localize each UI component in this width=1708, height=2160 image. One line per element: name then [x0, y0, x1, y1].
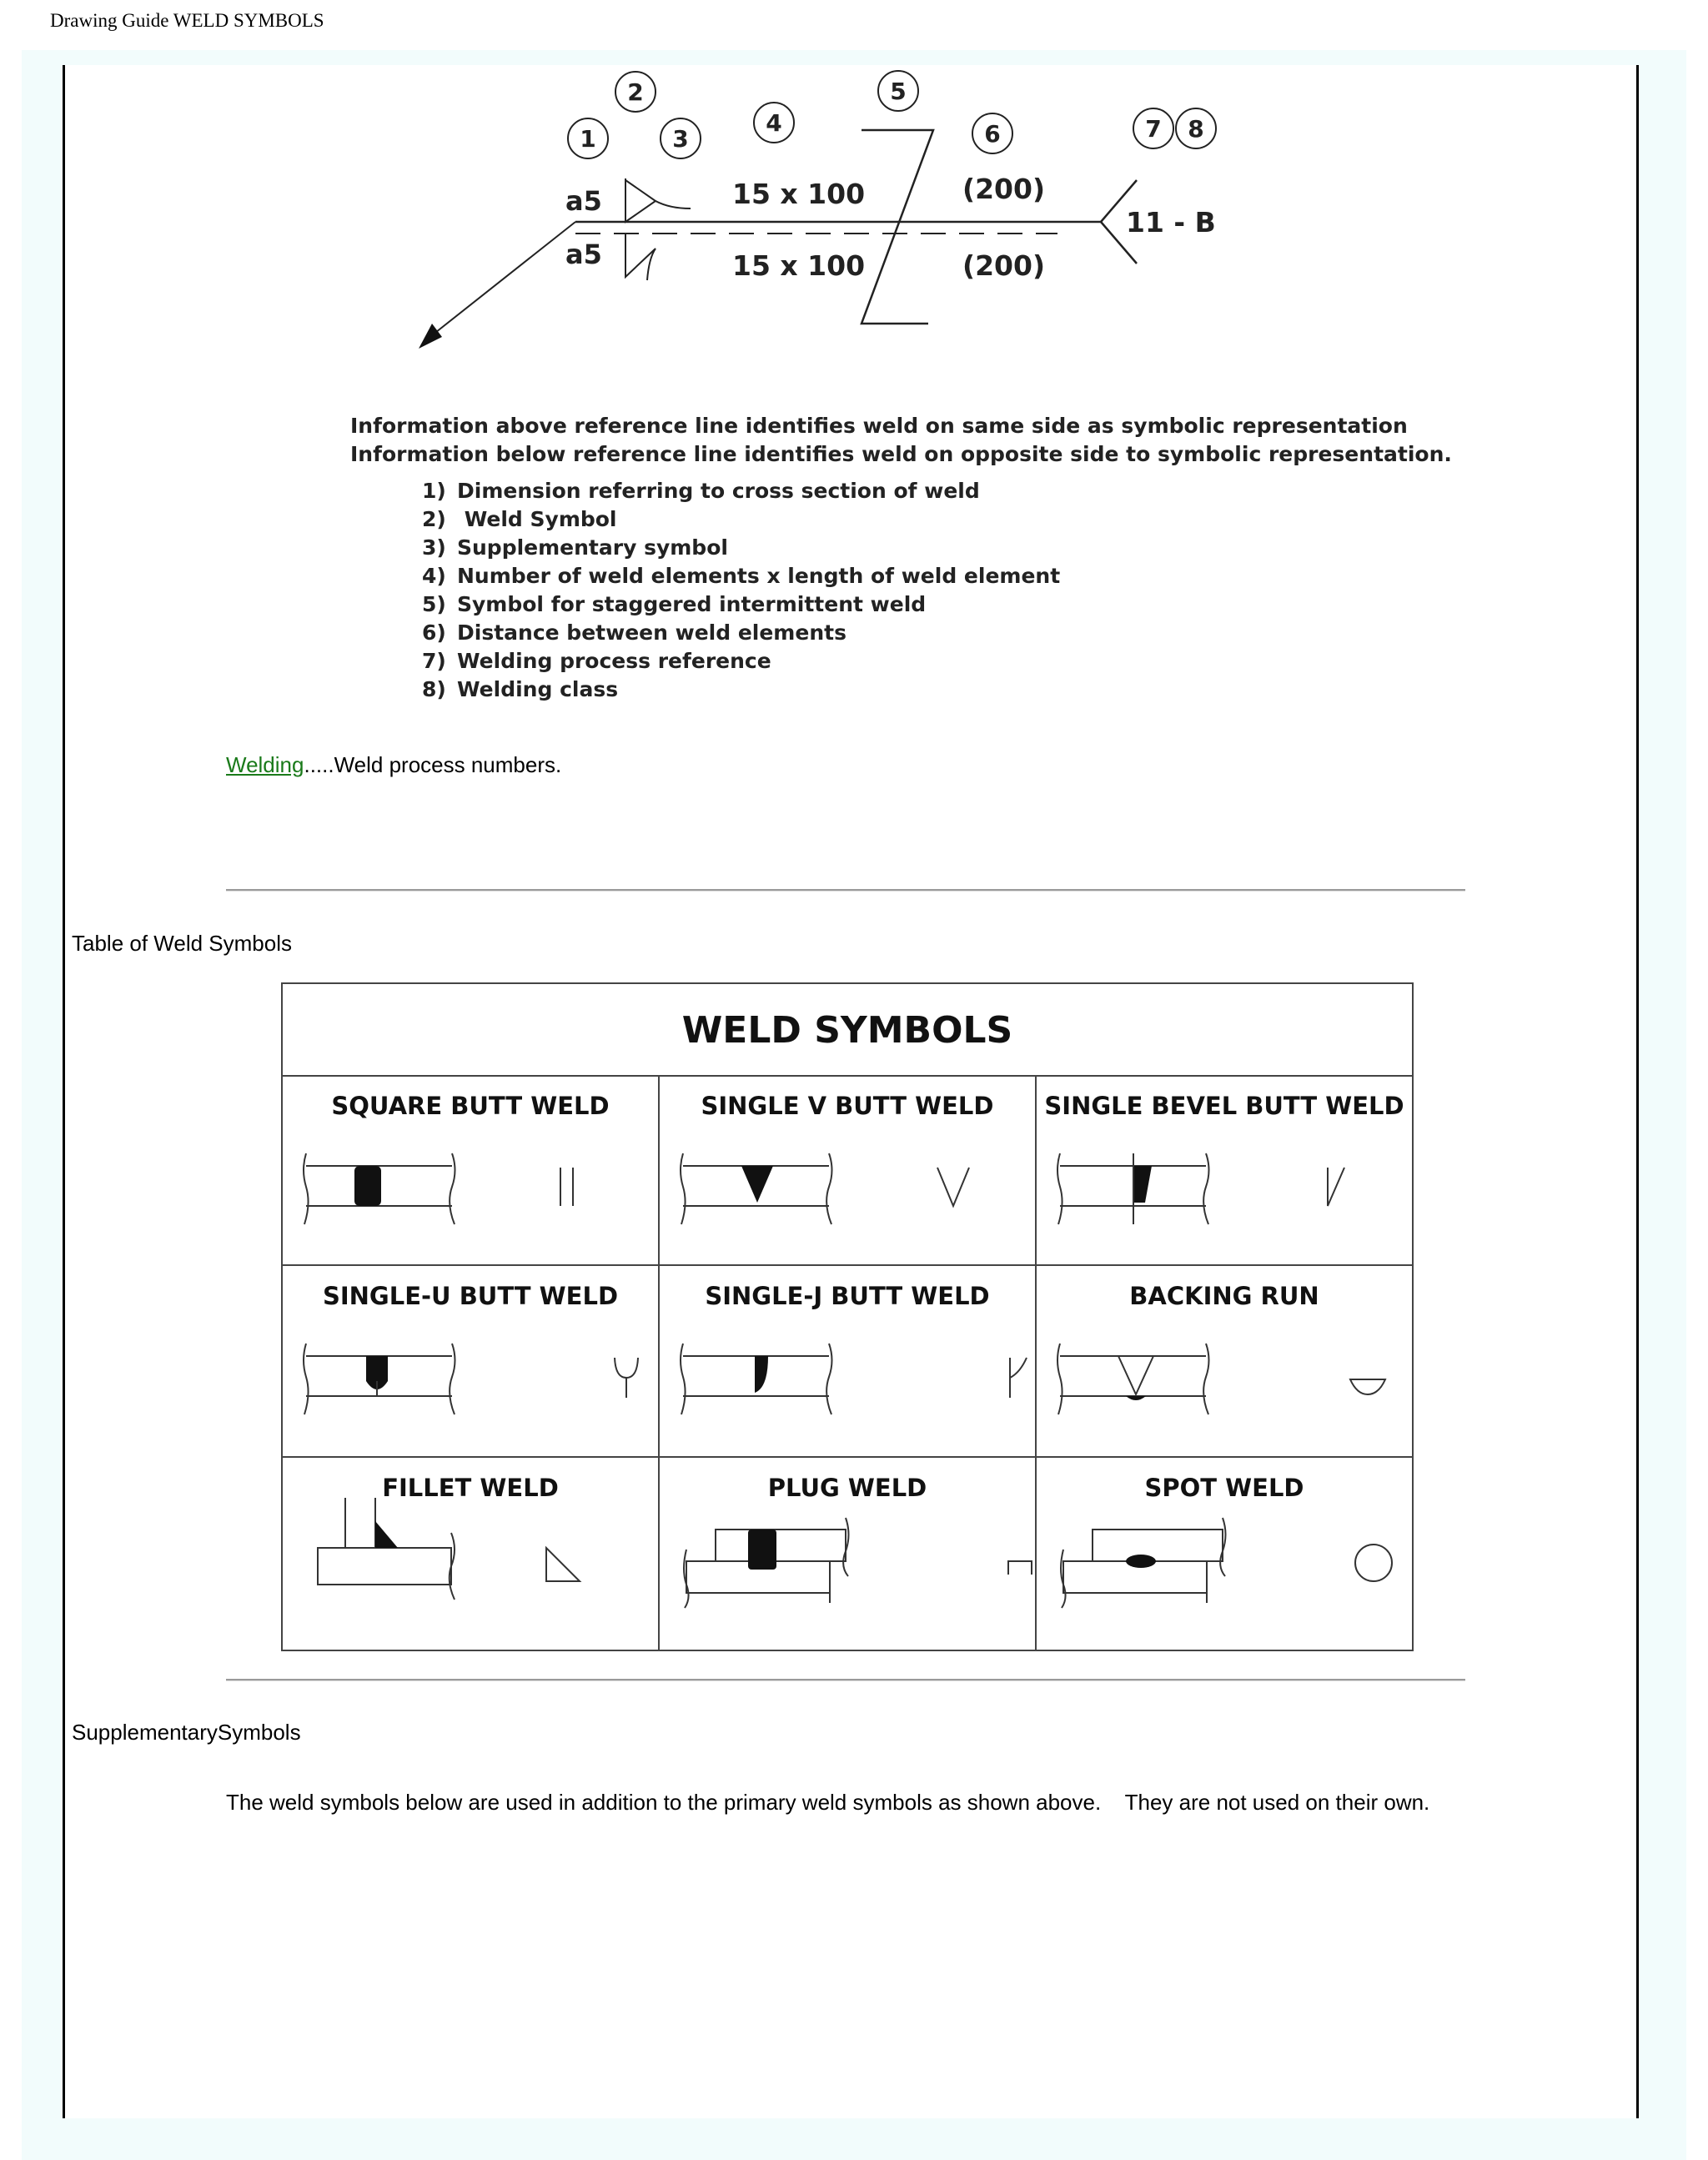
- spot-weld-symbol: [1355, 1545, 1392, 1581]
- plug-weld-illustration: [684, 1518, 849, 1608]
- legend-item: [422, 649, 771, 673]
- horizontal-rule: [226, 889, 1465, 892]
- horizontal-rule: [226, 1679, 1465, 1681]
- single-u-butt-weld-symbol: [615, 1358, 638, 1398]
- legend-number: 8): [422, 677, 446, 701]
- callout-8-text: 8: [1188, 115, 1204, 143]
- arrow-line: [428, 222, 575, 339]
- legend-item: [422, 535, 728, 560]
- callout-5-text: 5: [890, 78, 907, 105]
- cell-label-backing-run: BACKING RUN: [1129, 1282, 1319, 1310]
- legend-text: Weld Symbol: [457, 507, 617, 531]
- cell-label-fillet: FILLET WELD: [382, 1474, 559, 1502]
- backing-run-symbol: [1350, 1379, 1385, 1394]
- supplementary-heading: SupplementarySymbols: [72, 1720, 301, 1745]
- legend-number: 5): [422, 592, 446, 616]
- cell-label-single-bevel-butt: SINGLE BEVEL BUTT WELD: [1044, 1092, 1404, 1120]
- cell-label-plug: PLUG WELD: [767, 1474, 927, 1502]
- legend-item: [422, 507, 617, 531]
- upper-length: 15 x 100: [732, 178, 866, 210]
- legend-item: [422, 620, 846, 645]
- info-line-above: Information above reference line identifies weld on same side as symbolic representation: [350, 414, 1408, 438]
- document-header: Drawing Guide WELD SYMBOLS: [50, 10, 324, 31]
- legend-number: 4): [422, 564, 446, 588]
- legend-text: Distance between weld elements: [457, 620, 846, 645]
- upper-distance: (200): [962, 173, 1046, 205]
- single-v-butt-weld-illustration: [681, 1153, 832, 1224]
- callout-1-text: 1: [580, 125, 596, 153]
- legend-text: Symbol for staggered intermittent weld: [457, 592, 927, 616]
- upper-dimension: a5: [565, 185, 602, 217]
- square-butt-weld-symbol: [560, 1168, 573, 1206]
- welding-link-suffix: .....Weld process numbers.: [304, 752, 562, 777]
- legend-item: [422, 564, 1060, 588]
- weld-symbols-table: [281, 982, 1414, 1651]
- callout-2-text: 2: [627, 78, 644, 106]
- cell-label-square-butt: SQUARE BUTT WELD: [331, 1092, 610, 1120]
- plug-weld-symbol: [1008, 1561, 1032, 1575]
- backing-run-illustration: [1057, 1344, 1209, 1414]
- weld-symbol-lower: [625, 234, 656, 277]
- arrow-head: [419, 324, 442, 349]
- supplementary-description: The weld symbols below are used in addition to the primary weld symbols as shown above. They are not used on their own.: [226, 1790, 1430, 1815]
- fillet-weld-symbol: [546, 1548, 580, 1581]
- legend-number: 1): [422, 479, 446, 503]
- welding-link-line: [226, 752, 561, 778]
- single-bevel-butt-weld-illustration: [1057, 1153, 1209, 1224]
- callout-3-text: 3: [672, 125, 689, 153]
- legend-text: Welding process reference: [457, 649, 771, 673]
- spot-weld-illustration: [1061, 1518, 1226, 1608]
- cell-label-single-j-butt: SINGLE-J BUTT WELD: [705, 1282, 990, 1310]
- legend-number: 2): [422, 507, 446, 531]
- lower-length: 15 x 100: [732, 249, 866, 282]
- staggered-symbol: [862, 130, 933, 324]
- single-v-butt-weld-symbol: [937, 1168, 969, 1206]
- cell-label-single-u-butt: SINGLE-U BUTT WELD: [322, 1282, 619, 1310]
- cell-label-single-v-butt: SINGLE V BUTT WELD: [701, 1092, 994, 1120]
- callout-4-text: 4: [766, 109, 782, 137]
- callout-6-text: 6: [984, 120, 1001, 148]
- cell-label-spot: SPOT WELD: [1144, 1474, 1304, 1502]
- single-j-butt-weld-symbol: [1010, 1358, 1027, 1398]
- legend-item: [422, 592, 926, 616]
- callout-7-text: 7: [1145, 115, 1162, 143]
- weld-symbol-diagram: [332, 65, 1333, 365]
- legend-number: 7): [422, 649, 446, 673]
- square-butt-weld-illustration: [304, 1153, 455, 1224]
- legend-text: Supplementary symbol: [457, 535, 728, 560]
- info-line-below: Information below reference line identifies weld on opposite side to symbolic representation.: [350, 442, 1452, 466]
- legend-item: [422, 479, 980, 503]
- legend-text: Welding class: [457, 677, 619, 701]
- legend-item: [422, 677, 618, 701]
- lower-distance: (200): [962, 249, 1046, 282]
- weld-symbol-upper: [625, 178, 656, 222]
- legend-number: 6): [422, 620, 446, 645]
- table-section-heading: Table of Weld Symbols: [72, 931, 292, 956]
- legend-text: Dimension referring to cross section of weld: [457, 479, 980, 503]
- content-area: [63, 65, 1639, 2118]
- table-title: WELD SYMBOLS: [681, 1009, 1013, 1052]
- single-j-butt-weld-illustration: [681, 1344, 832, 1414]
- lower-dimension: a5: [565, 239, 602, 270]
- legend-number: 3): [422, 535, 446, 560]
- tail-text: 11 - B: [1126, 206, 1216, 239]
- welding-link[interactable]: Welding: [226, 752, 304, 777]
- legend-text: Number of weld elements x length of weld element: [457, 564, 1061, 588]
- bevel-symbol: [1328, 1168, 1344, 1206]
- single-u-butt-weld-illustration: [304, 1344, 455, 1414]
- fillet-weld-illustration: [318, 1498, 455, 1600]
